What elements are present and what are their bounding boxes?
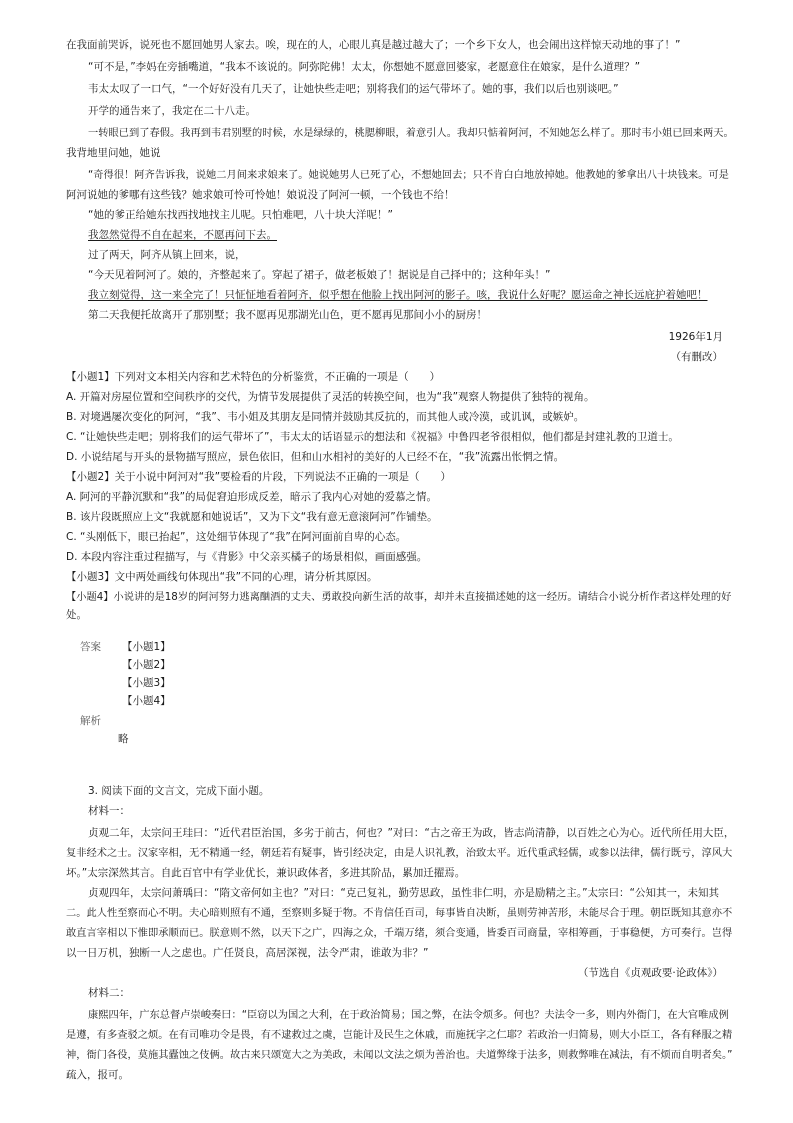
option-line: C. “让她快些走吧；别将我们的运气带坏了”，韦太太的话语显示的想法和《祝福》中鲁四老爷很相似，他们都是封建礼教的卫道士。 bbox=[66, 431, 679, 443]
option-line: B. 该片段既照应上文“我就愿和她说话”，又为下文“我有意无意滚阿河”作铺垫。 bbox=[66, 511, 438, 523]
material-line: 贞观二年，太宗问王珪曰：“近代君臣治国，多劣于前古，何也？”对曰：“古之帝王为政，皆志尚清静，以百姓之心为心。近代所任用大臣， bbox=[88, 827, 735, 839]
material-line: 是遵，有多查驳之烦。在有司唯功令是畏，有不逮救过之虞，岂能计及民生之休戚，而施抚字之仁耶？若政治一归简易，则大小臣工，各有释服之精 bbox=[66, 1029, 733, 1041]
material-line: 坏。”太宗深然其言。自此百官中有学业优长，兼识政体者，多进其阶品，累加迁擢焉。 bbox=[66, 867, 466, 879]
story-line: 一转眼已到了春假。我再到韦君别墅的时候，水是绿绿的，桃腮柳眼，着意引人。我却只惦着阿河，不知她怎么样了。那时韦小姐已回来两天。 bbox=[88, 127, 734, 139]
question-line: 【小题2】关于小说中阿河对“我”要检看的片段，下列说法不正确的一项是（ ） bbox=[66, 471, 452, 483]
story-line: 我背地里问她，她说 bbox=[66, 147, 161, 159]
section-heading: 3. 阅读下面的文言文，完成下面小题。 bbox=[88, 785, 270, 797]
option-line: D. 本段内容注重过程描写，与《背影》中父亲买橘子的场景相似，画面感强。 bbox=[66, 551, 428, 563]
answer-item: 【小题3】 bbox=[122, 677, 171, 689]
material-line: 贞观四年，太宗问萧瑀曰：“隋文帝何如主也？”对曰：“克己复礼，勤劳思政，虽性非仁明，亦是励精之主。”太宗曰：“公知其一，未知其 bbox=[88, 887, 719, 899]
answer-item: 【小题4】 bbox=[122, 695, 171, 707]
option-line: A. 阿河的平静沉默和“我”的局促窘迫形成反差，暗示了我内心对她的爱慕之情。 bbox=[66, 491, 438, 503]
answer-item: 【小题1】 bbox=[122, 641, 171, 653]
material-line: 康熙四年，广东总督卢崇峻奏曰：“臣窃以为国之大利，在于政治简易；国之弊，在法令烦多。何也？夫法令一多，则内外衙门，在大官唯成例 bbox=[88, 1009, 729, 1021]
option-line: D. 小说结尾与开头的景物描写照应，景色依旧，但和山水相衬的美好的人已经不在，“我”流露出怅惘之情。 bbox=[66, 451, 565, 463]
story-underlined-line: 我忽然觉得不自在起来，不愿再问下去。 bbox=[88, 229, 277, 241]
story-line: “她的爹正给她东找西找地找主儿呢。只怕难吧，八十块大洋呢！” bbox=[88, 209, 393, 221]
story-note: （有删改） bbox=[670, 351, 723, 363]
material-label: 材料一： bbox=[88, 805, 130, 817]
story-line: 过了两天，阿齐从镇上回来，说， bbox=[88, 249, 246, 261]
material-line: 复非经术之士。汉家宰相，无不精通一经，朝廷若有疑事，皆引经决定，由是人识礼教，治致太平。近代重武轻儒，或参以法律，儒行既亏，淳风大 bbox=[66, 847, 733, 859]
story-line: “可不是，”李妈在旁插嘴道，“我本不该说的。阿弥陀佛！太太，你想她不愿意回婆家，老愿意住在娘家，是什么道理？” bbox=[88, 61, 641, 73]
material-line: 敢直言宰相以下惟即承顺而已。朕意则不然，以天下之广，四海之众，千端万绪，须合变通，皆委百司商量，宰相筹画，于事稳便，方可奏行。岂得 bbox=[66, 927, 733, 939]
question-line: 【小题4】小说讲的是18岁的阿河努力逃离酗酒的丈夫、勇敢投向新生活的故事，却并未直接描述她的这一经历。请结合小说分析作者这样处理的好 bbox=[66, 591, 732, 603]
question-line: 【小题1】下列对文本相关内容和艺术特色的分析鉴赏，不正确的一项是（ ） bbox=[66, 371, 441, 383]
story-line: 第二天我便托故离开了那别墅；我不愿再见那湖光山色，更不愿再见那间小小的厨房！ bbox=[88, 309, 487, 321]
option-line: C. “头刚低下，眼已抬起”，这处细节体现了“我”在阿河面前自卑的心态。 bbox=[66, 531, 407, 543]
option-line: B. 对境遇屡次变化的阿河，“我”、韦小姐及其朋友是同情并鼓励其反抗的，而其他人或冷漠，或讥讽，或嫉妒。 bbox=[66, 411, 585, 423]
question-line: 【小题3】文中两处画线句体现出“我”不同的心理，请分析其原因。 bbox=[66, 571, 378, 583]
story-line: “今天见着阿河了。娘的，齐整起来了。穿起了裙子，做老板娘了！据说是自己择中的；这种年头！” bbox=[88, 269, 551, 281]
material-source: （节选自《贞观政要·论政体》） bbox=[577, 967, 723, 979]
story-underlined-line: 我立刻觉得，这一来全完了！只怔怔地看着阿齐，似乎想在他脸上找出阿河的影子。咳，我说什么好呢？愿运命之神长远庇护着她吧！ bbox=[88, 289, 708, 301]
analysis-text: 略 bbox=[118, 733, 129, 745]
question-line: 处。 bbox=[66, 609, 87, 621]
analysis-label: 解析 bbox=[80, 715, 101, 727]
material-line: 二。此人性至察而心不明。夫心暗则照有不通，至察则多疑于物。不肯信任百司，每事皆自决断，虽则劳神苦形，未能尽合于理。朝臣既知其意亦不 bbox=[66, 907, 733, 919]
answer-item: 【小题2】 bbox=[122, 659, 171, 671]
material-label: 材料二： bbox=[88, 987, 130, 999]
story-date: 1926年1月 bbox=[668, 331, 723, 343]
story-line: 韦太太叹了一口气，“一个好好没有几天了，让她快些走吧；别将我们的运气带坏了。她的事，我们以后也别谈吧。” bbox=[88, 83, 619, 95]
material-line: 神，衙门各役，莫施其蠹蚀之伎俩。故古来只颂宽大之为美政，未闻以文法之烦为善治也。夫道弊缘于法多，则救弊唯在减法，有不烦而自明者矣。” bbox=[66, 1049, 733, 1061]
option-line: A. 开篇对房屋位置和空间秩序的交代，为情节发展提供了灵活的转换空间，也为“我”观察人物提供了独特的视角。 bbox=[66, 391, 595, 403]
material-line: 以一日万机，独断一人之虑也。广任贤良，高居深视，法令严肃，谁敢为非？” bbox=[66, 947, 429, 959]
story-line: 在我面前哭诉，说死也不愿回她男人家去。唉，现在的人，心眼儿真是越过越大了；一个乡下女人，也会闹出这样惊天动地的事了！” bbox=[66, 39, 681, 51]
story-line: 阿河说她的爹哪有这些钱？她求娘可怜可怜她！娘说没了阿河一顿，一个钱也不给！ bbox=[66, 189, 455, 201]
story-line: 开学的通告来了，我定在二十八走。 bbox=[88, 105, 256, 117]
story-line: “奇得很！阿齐告诉我，说她二月间来求娘来了。她说她男人已死了心，不想她回去；只不肯白白地放掉她。他教她的爹拿出八十块钱来。可是 bbox=[88, 169, 729, 181]
material-line: 疏入，报可。 bbox=[66, 1069, 129, 1081]
answer-label: 答案 bbox=[80, 641, 101, 653]
